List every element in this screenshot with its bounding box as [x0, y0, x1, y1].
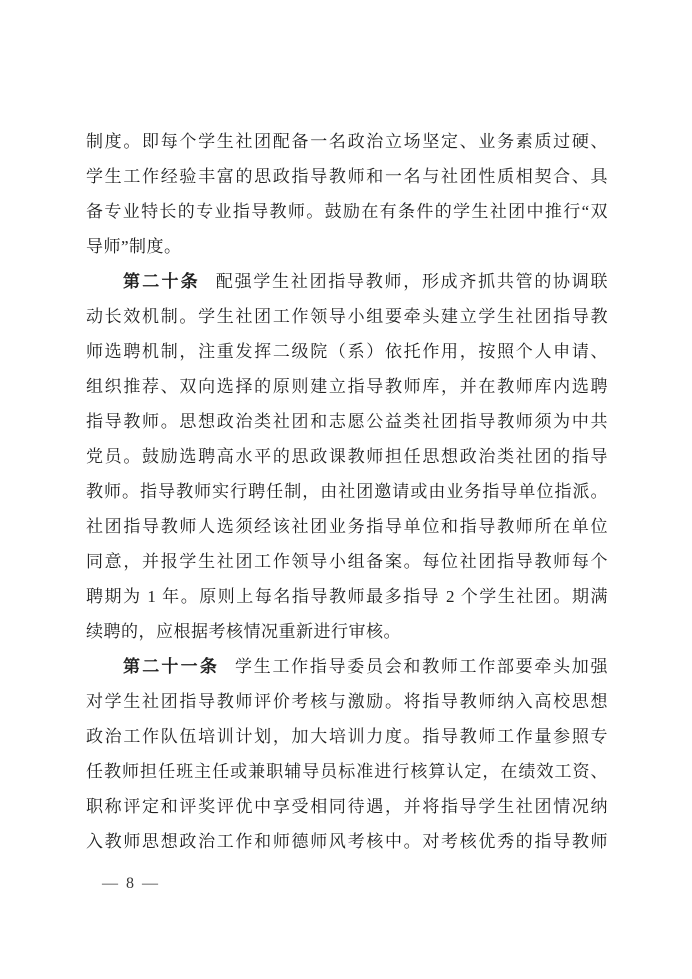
page-footer [102, 872, 160, 896]
document-body [86, 124, 608, 859]
line-text: 对学生社团指导教师评价考核与激励。将指导教师纳入高校思想 [86, 692, 608, 711]
line-text: 学生工作经验丰富的思政指导教师和一名与社团性质相契合、具 [86, 167, 608, 186]
line-text: 同意，并报学生社团工作领导小组备案。每位社团指导教师每个 [86, 552, 608, 571]
line-text: 党员。鼓励选聘高水平的思政课教师担任思想政治类社团的指导 [86, 447, 608, 466]
line-text: 职称评定和评奖评优中享受相同待遇，并将指导学生社团情况纳 [86, 797, 608, 816]
line-text: 指导教师。思想政治类社团和志愿公益类社团指导教师须为中共 [86, 412, 608, 431]
body-line [86, 614, 608, 649]
page-number: — 8 — [102, 875, 160, 892]
body-line [86, 159, 608, 194]
body-line [86, 299, 608, 334]
line-text: 教师。指导教师实行聘任制，由社团邀请或由业务指导单位指派。 [86, 482, 608, 501]
line-text: 政治工作队伍培训计划，加大培训力度。指导教师工作量参照专 [86, 727, 608, 746]
body-line [86, 719, 608, 754]
body-line [86, 579, 608, 614]
line-text: 组织推荐、双向选择的原则建立指导教师库，并在教师库内选聘 [86, 377, 608, 396]
body-line [86, 824, 608, 859]
line-text: 配强学生社团指导教师，形成齐抓共管的协调联 [215, 272, 608, 291]
line-text: 社团指导教师人选须经该社团业务指导单位和指导教师所在单位 [86, 517, 608, 536]
body-line [86, 789, 608, 824]
body-line [86, 404, 608, 439]
line-text: 续聘的，应根据考核情况重新进行审核。 [86, 622, 401, 641]
body-line [86, 474, 608, 509]
line-text: 备专业特长的专业指导教师。鼓励在有条件的学生社团中推行“双 [86, 202, 608, 221]
body-line [86, 334, 608, 369]
body-line [86, 439, 608, 474]
body-line [86, 509, 608, 544]
article-20-heading-line [86, 264, 608, 299]
line-text: 制度。即每个学生社团配备一名政治立场坚定、业务素质过硬、 [86, 132, 608, 151]
body-line [86, 124, 608, 159]
line-text: 动长效机制。学生社团工作领导小组要牵头建立学生社团指导教 [86, 307, 608, 326]
body-line [86, 229, 608, 264]
body-line [86, 544, 608, 579]
line-text: 聘期为 1 年。原则上每名指导教师最多指导 2 个学生社团。期满 [86, 587, 608, 606]
article-number: 第二十条 [123, 272, 200, 291]
article-number: 第二十一条 [123, 657, 220, 676]
line-text: 学生工作指导委员会和教师工作部要牵头加强 [235, 657, 608, 676]
line-text: 入教师思想政治工作和师德师风考核中。对考核优秀的指导教师 [86, 832, 608, 851]
body-line [86, 194, 608, 229]
line-text: 师选聘机制，注重发挥二级院（系）依托作用，按照个人申请、 [86, 342, 608, 361]
line-text: 导师”制度。 [86, 237, 182, 256]
line-text: 任教师担任班主任或兼职辅导员标准进行核算认定，在绩效工资、 [86, 762, 608, 781]
body-line [86, 754, 608, 789]
article-21-heading-line [86, 649, 608, 684]
body-line [86, 684, 608, 719]
body-line [86, 369, 608, 404]
